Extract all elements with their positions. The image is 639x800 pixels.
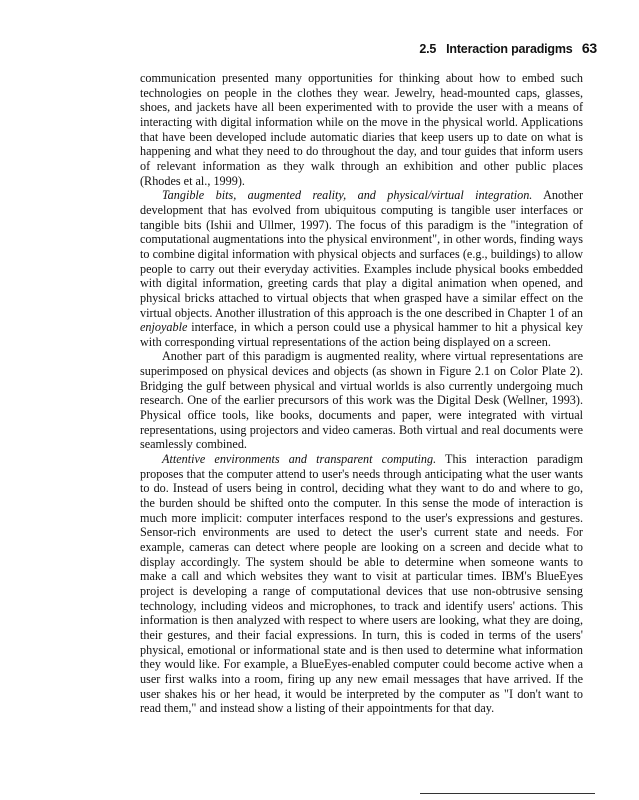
- emphasis-enjoyable: enjoyable: [140, 320, 188, 335]
- run-in-heading-tangible: Tangible bits, augmented reality, and physical/virtual integration.: [162, 188, 533, 203]
- body-text: [140, 71, 583, 716]
- run-in-heading-attentive: Attentive environments and transparent computing.: [162, 452, 437, 467]
- page-number: 63: [581, 40, 597, 56]
- paragraph-attentive-text: This interaction paradigm proposes that the computer attend to user's needs through anticipating what the user wants to do. Instead of users being in control, deciding what they want to do and where to go, the burden should be shifted onto the computer. In this sense the mode of interaction is much more implicit: computer interfaces respond to the user's expressions and gestures. Sensor-rich environments are used to detect the user's current state and needs. For example, cameras can detect where people are looking on a screen and decide what to display accordingly. The system should be able to determine when someone wants to make a call and which websites they want to visit at particular times. IBM's BlueEyes project is developing a range of computational devices that use non-obtrusive sensing technology, including videos and microphones, to track and identify users' actions. This information is then analyzed with respect to where users are looking, what they are doing, their gestures, and their facial expressions. In turn, this is coded in terms of the users' physical, emotional or informational state and is then used to determine what information they would like. For example, a BlueEyes-enabled computer could become active when a user first walks into a room, firing up any new email messages that have arrived. If the user shakes his or her head, it would be interpreted by the computer as "I don't want to read them," and instead show a listing of their appointments for that day.: [140, 452, 583, 716]
- section-title: Interaction paradigms: [446, 42, 573, 56]
- paragraph-augmented-reality: Another part of this paradigm is augmented reality, where virtual representations are superimposed on physical devices and objects (as shown in Figure 2.1 on Color Plate 2). Bridging the gulf between physical and virtual worlds is also currently undergoing much research. One of the earlier precursors of this work was the Digital Desk (Wellner, 1993). Physical office tools, like books, documents and paper, were integrated with virtual representations, using projectors and video cameras. Both virtual and real documents were seamlessly combined.: [140, 349, 583, 452]
- paragraph-wearables: communication presented many opportunities for thinking about how to embed such technologies on people in the clothes they wear. Jewelry, head-mounted caps, glasses, shoes, and jackets have all been experimented with to provide the user with a means of interacting with digital information while on the move in the physical world. Applications that have been developed include automatic diaries that keep users up to date on what is happening and what they need to do throughout the day, and tour guides that inform users of relevant information as they walk through an exhibition and other public places (Rhodes et al., 1999).: [140, 71, 583, 188]
- paragraph-tangible-text-b: interface, in which a person could use a physical hammer to hit a physical key with corresponding virtual representations of the action being displayed on a screen.: [140, 320, 583, 349]
- paragraph-tangible-bits: [140, 188, 583, 349]
- footer-rule: [420, 793, 595, 794]
- paragraph-tangible-text-a: Another development that has evolved from ubiquitous computing is tangible user interfaces or tangible bits (Ishii and Ullmer, 1997). The focus of this paradigm is the "integration of computational augmentations into the physical environment", in other words, finding ways to combine digital information with physical objects and surfaces (e.g., buildings) to allow people to carry out their everyday activities. Examples include physical books embedded with digital information, greeting cards that play a digital animation when opened, and physical bricks attached to virtual objects that when grasped have a similar effect on the virtual objects. Another illustration of this approach is the one described in Chapter 1 of an: [140, 188, 584, 320]
- running-head: [419, 40, 597, 56]
- section-number: 2.5: [419, 42, 437, 56]
- paragraph-attentive: [140, 452, 583, 716]
